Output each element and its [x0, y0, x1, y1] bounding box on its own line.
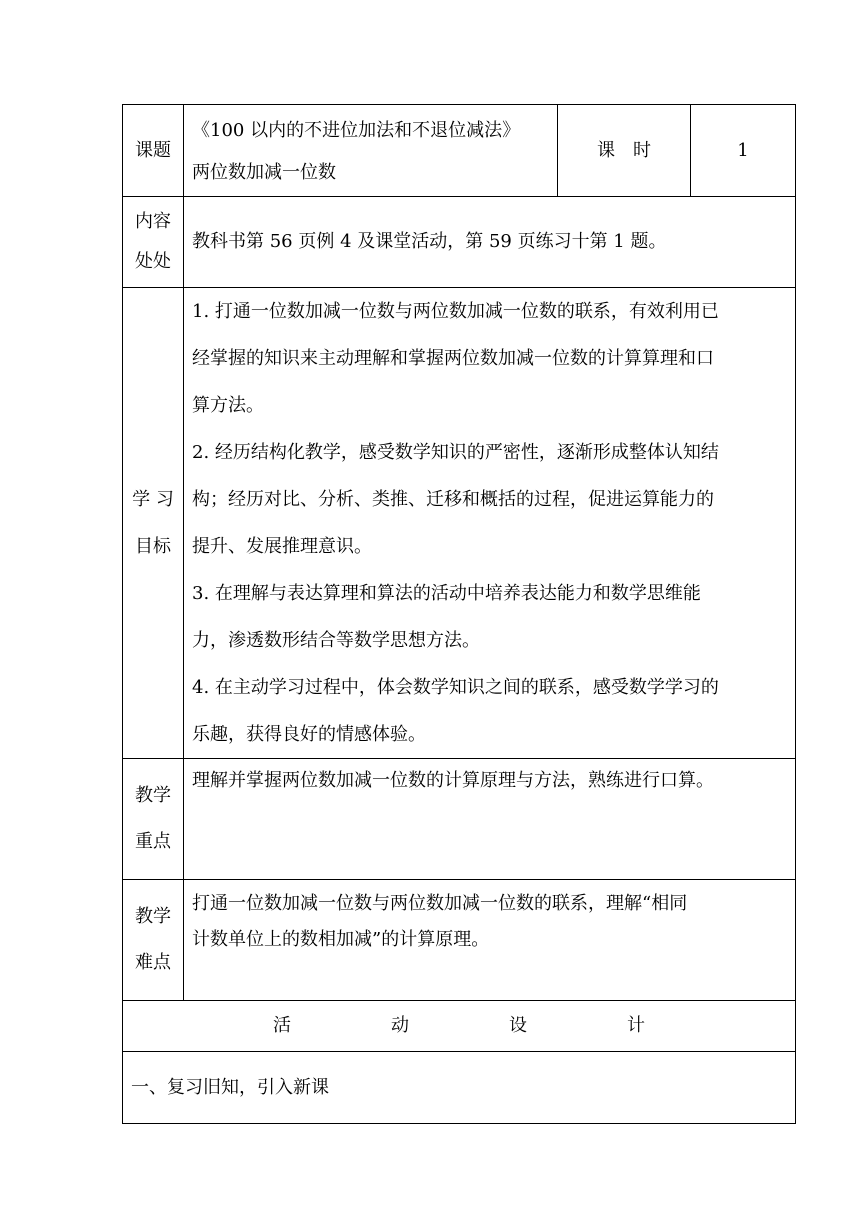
objective-line: 构；经历对比、分析、类推、迁移和概括的过程，促进运算能力的 [192, 489, 714, 510]
section-one-title: 一、复习旧知，引入新课 [123, 1052, 796, 1124]
hours-value: 1 [691, 105, 796, 197]
topic-title: 《100 以内的不进位加法和不退位减法》 [192, 119, 521, 141]
objective-line: 经掌握的知识来主动理解和掌握两位数加减一位数的计算算理和口 [192, 348, 714, 369]
content-source-text: 教科书第 56 页例 4 及课堂活动，第 59 页练习十第 1 题。 [184, 197, 796, 288]
objective-line: 4. 在主动学习过程中，体会数学知识之间的联系，感受数学学习的 [192, 677, 719, 698]
lesson-plan-table [122, 104, 796, 1124]
activity-design-row [123, 1001, 796, 1052]
objective-line: 乐趣，获得良好的情感体验。 [192, 724, 426, 745]
objectives-label: 学 习 目标 [123, 288, 184, 759]
objective-line: 1. 打通一位数加减一位数与两位数加减一位数的联系，有效利用已 [192, 301, 719, 322]
difficulties-text: 打通一位数加减一位数与两位数加减一位数的联系，理解“相同 计数单位上的数相加减”的计算原理。 [184, 880, 796, 1001]
topic-label: 课题 [123, 105, 184, 197]
objectives-text [184, 288, 796, 759]
difficulties-label: 教学 难点 [123, 880, 184, 1001]
topic-row [123, 105, 796, 197]
hours-label: 课 时 [558, 105, 691, 197]
key-points-row [123, 759, 796, 880]
content-source-row [123, 197, 796, 288]
objective-line: 3. 在理解与表达算理和算法的活动中培养表达能力和数学思维能 [192, 583, 701, 604]
key-points-text: 理解并掌握两位数加减一位数的计算原理与方法，熟练进行口算。 [184, 759, 796, 880]
objective-line: 2. 经历结构化教学，感受数学知识的严密性，逐渐形成整体认知结 [192, 442, 719, 463]
objective-line: 力，渗透数形结合等数学思想方法。 [192, 630, 480, 651]
activity-design-heading: 活 动 设 计 [123, 1001, 796, 1052]
key-points-label: 教学 重点 [123, 759, 184, 880]
topic-cell [184, 105, 558, 197]
difficulties-row [123, 880, 796, 1001]
objectives-row [123, 288, 796, 759]
objective-line: 提升、发展推理意识。 [192, 536, 372, 557]
topic-subtitle: 两位数加减一位数 [192, 161, 336, 183]
objective-line: 算方法。 [192, 395, 264, 416]
section-one-row [123, 1052, 796, 1124]
content-source-label: 内容 处处 [123, 197, 184, 288]
